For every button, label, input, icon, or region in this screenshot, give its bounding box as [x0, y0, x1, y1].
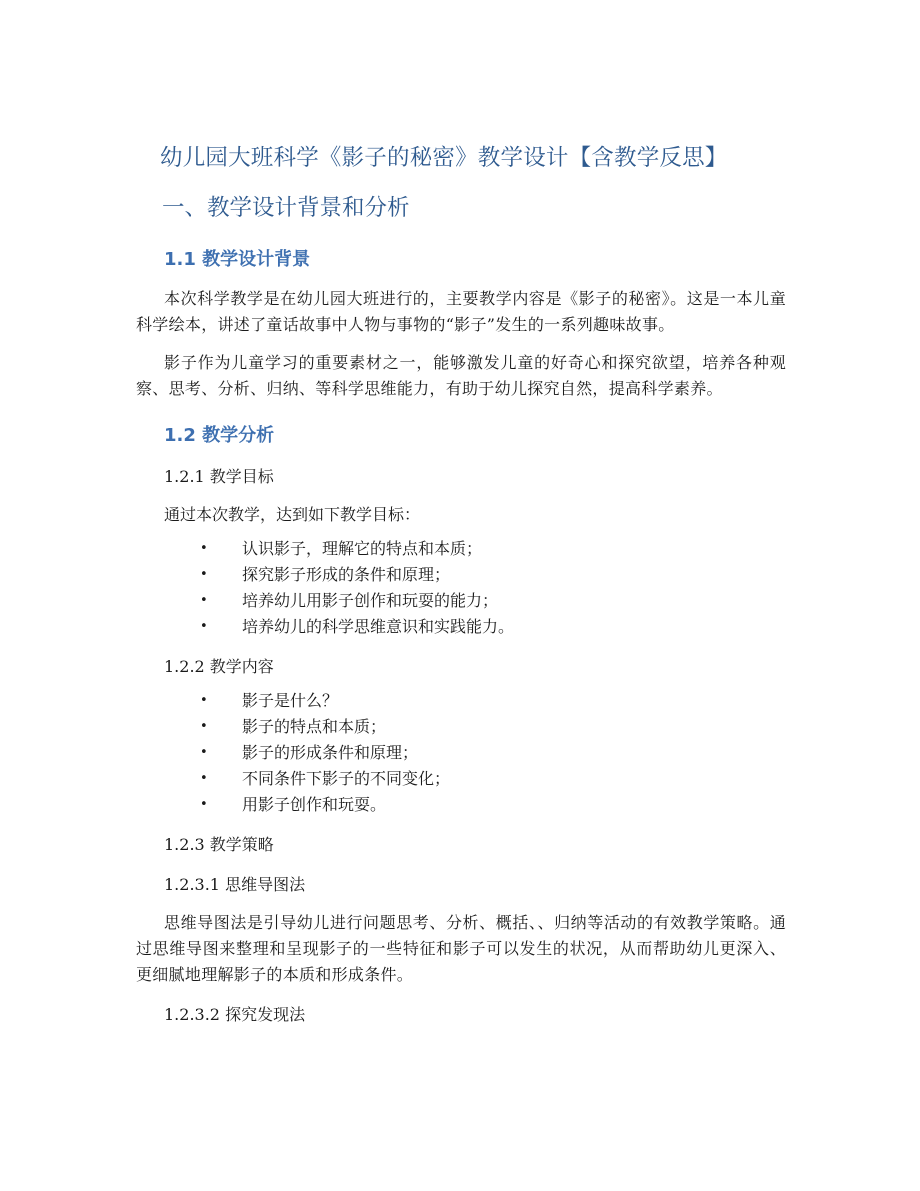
- section-heading: 一、教学设计背景和分析: [162, 195, 410, 221]
- list-item-text: 认识影子，理解它的特点和本质；: [242, 539, 483, 558]
- bullet-icon: •: [200, 771, 208, 786]
- document-title: 幼儿园大班科学《影子的秘密》教学设计【含教学反思】: [160, 145, 728, 171]
- list-item: [136, 536, 786, 562]
- content-list: [136, 688, 786, 818]
- heading-mindmap-method: 1.2.3.1 思维导图法: [164, 875, 306, 894]
- bullet-icon: •: [200, 797, 208, 812]
- list-item-text: 不同条件下影子的不同变化；: [242, 769, 451, 788]
- list-item: [136, 562, 786, 588]
- list-item-text: 影子是什么？: [242, 691, 339, 710]
- list-item: [136, 588, 786, 614]
- heading-teaching-goals: 1.2.1 教学目标: [164, 467, 274, 486]
- bullet-icon: •: [200, 719, 208, 734]
- heading-teaching-content: 1.2.2 教学内容: [164, 657, 274, 676]
- list-item-text: 用影子创作和玩耍。: [242, 795, 387, 814]
- bullet-icon: •: [200, 619, 208, 634]
- list-item-text: 培养幼儿用影子创作和玩耍的能力；: [242, 591, 499, 610]
- list-item-text: 影子的特点和本质；: [242, 717, 387, 736]
- list-item: [136, 792, 786, 818]
- document-body: [136, 140, 786, 1028]
- list-item-text: 影子的形成条件和原理；: [242, 743, 419, 762]
- list-item-text: 探究影子形成的条件和原理；: [242, 565, 451, 584]
- paragraph: 思维导图法是引导幼儿进行问题思考、分析、概括、、归纳等活动的有效教学策略。通过思维导图来整理和呈现影子的一些特征和影子可以发生的状况，从而帮助幼儿更深入、更细腻地理解影子的本质和形成条件。: [136, 913, 786, 984]
- list-item: [136, 714, 786, 740]
- bullet-icon: •: [200, 541, 208, 556]
- bullet-icon: •: [200, 567, 208, 582]
- list-item: [136, 614, 786, 640]
- paragraph: 本次科学教学是在幼儿园大班进行的，主要教学内容是《影子的秘密》。这是一本儿童科学绘本，讲述了童话故事中人物与事物的“影子”发生的一系列趣味故事。: [136, 289, 786, 334]
- goals-lead-text: 通过本次教学，达到如下教学目标：: [164, 505, 421, 524]
- bullet-icon: •: [200, 593, 208, 608]
- bullet-icon: •: [200, 693, 208, 708]
- list-item: [136, 740, 786, 766]
- subsection-heading-background: 1.1 教学设计背景: [164, 249, 311, 270]
- list-item: [136, 766, 786, 792]
- list-item-text: 培养幼儿的科学思维意识和实践能力。: [242, 617, 515, 636]
- heading-discovery-method: 1.2.3.2 探究发现法: [164, 1005, 306, 1024]
- heading-teaching-strategy: 1.2.3 教学策略: [164, 835, 274, 854]
- list-item: [136, 688, 786, 714]
- bullet-icon: •: [200, 745, 208, 760]
- goals-list: [136, 536, 786, 640]
- paragraph: 影子作为儿童学习的重要素材之一，能够激发儿童的好奇心和探究欲望，培养各种观察、思考、分析、归纳、等科学思维能力，有助于幼儿探究自然，提高科学素养。: [136, 353, 786, 398]
- subsection-heading-analysis: 1.2 教学分析: [164, 425, 275, 446]
